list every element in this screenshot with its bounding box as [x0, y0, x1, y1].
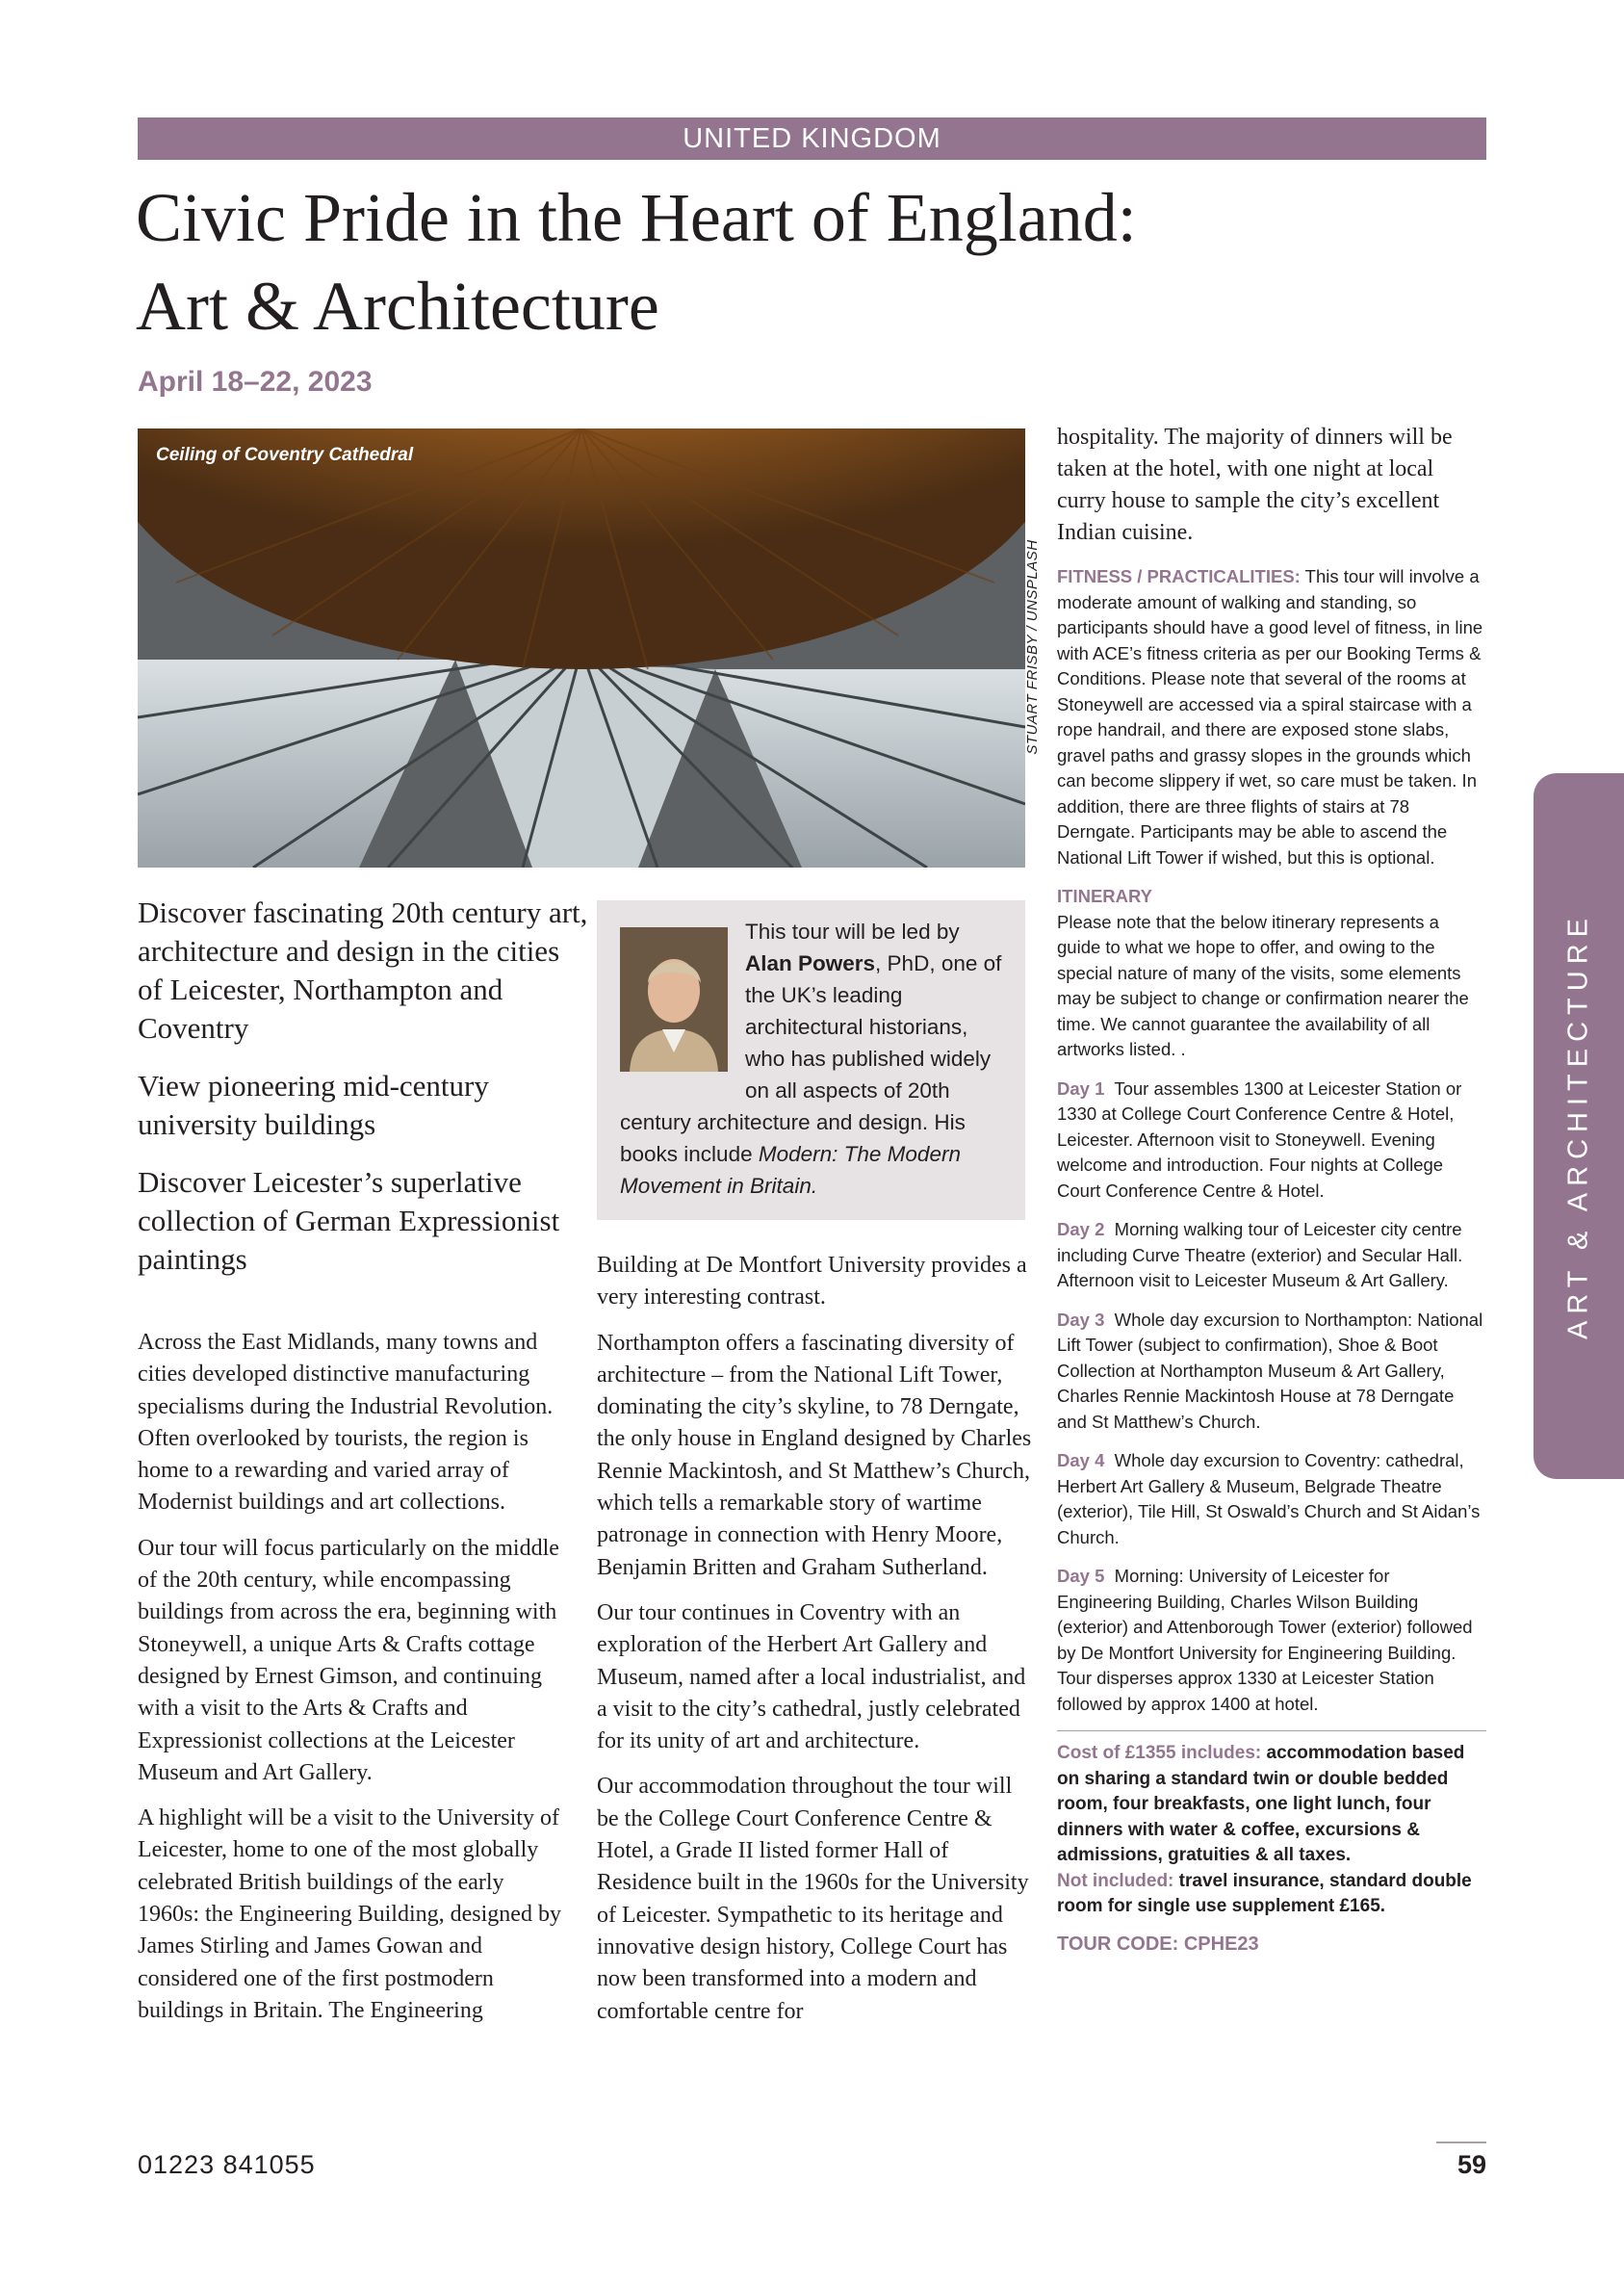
- body-paragraph: hospitality. The majority of dinners will be taken at the hotel, with one night at local curry house to sample the city’s excellent Indian cuisine.: [1057, 425, 1453, 545]
- body-paragraph: Across the East Midlands, many towns and cities developed distinctive manufacturing specialisms during the Industrial Revolution. Often overlooked by tourists, the region is home to a rewarding and varied array of Modernist buildings and art collections.: [138, 1330, 554, 1516]
- itinerary-intro: Please note that the below itinerary represents a guide to what we hope to offer, and owing to the special nature of many of the visits, some elements may be subject to change or confirmation nearer the time. We cannot guarantee the availability of all artworks listed. .: [1057, 911, 1469, 1059]
- leader-intro: This tour will be led by: [745, 920, 960, 944]
- cost-includes-label: Cost of £1355 includes:: [1057, 1743, 1262, 1763]
- cost-excludes: [1057, 1869, 1486, 1920]
- region-banner: UNITED KINGDOM: [138, 117, 1486, 160]
- cost-includes: [1057, 1741, 1486, 1869]
- day-text: Whole day excursion to Coventry: cathedral, Herbert Art Gallery & Museum, Belgrade Theatre (exterior), Tile Hill, St Oswald’s Church and St Aidan’s Church.: [1057, 1450, 1481, 1547]
- body-paragraph: Northampton offers a fascinating diversity of architecture – from the National Lift Tower, dominating the city’s skyline, to 78 Derngate, the only house in England designed by Charles Rennie Mackintosh, and St Matthew’s Church, which tells a remarkable story of wartime patronage in connection with Henry Moore, Benjamin Britten and Graham Sutherland.: [597, 1330, 1032, 1580]
- cost-section: [1057, 1730, 1486, 1957]
- itinerary-day: [1057, 1564, 1486, 1717]
- section-side-tab: [1534, 773, 1624, 1479]
- itinerary-heading: ITINERARY: [1057, 886, 1153, 906]
- tour-code: TOUR CODE: CPHE23: [1057, 1933, 1259, 1955]
- body-paragraph: A highlight will be a visit to the University of Leicester, home to one of the most globally celebrated British buildings of the early 1960s: the Engineering Building, designed by James Stirling and James Gowan and considered one of the first postmodern buildings in Britain. The Engineering: [138, 1805, 561, 2023]
- page-number: 59: [1456, 2150, 1486, 2179]
- footer-phone: 01223 841055: [138, 2150, 316, 2179]
- highlight-item: View pioneering mid-century university buildings: [138, 1069, 489, 1141]
- title-line-2: Art & Architecture: [136, 268, 659, 345]
- tour-date: April 18–22, 2023: [138, 366, 373, 398]
- day-text: Tour assembles 1300 at Leicester Station or 1330 at College Court Conference Centre & Hotel, Leicester. Afternoon visit to Stoneywell. Evening welcome and introduction. Four nights at College Court Conference Centre & Hotel.: [1057, 1077, 1462, 1201]
- not-included-label: Not included:: [1057, 1870, 1174, 1891]
- photo-credit: STUART FRISBY / UNSPLASH: [1024, 539, 1041, 755]
- person-silhouette-icon: [620, 927, 728, 1072]
- itinerary-day: [1057, 1217, 1486, 1294]
- day-text: Whole day excursion to Northampton: National Lift Tower (subject to confirmation), Shoe & Boot Collection at Northampton Museum & Art Gallery, Charles Rennie Mackintosh House at 78 Derngate and St Matthew’s Church.: [1057, 1309, 1483, 1432]
- not-included-text: travel insurance, standard double room for single use supplement £165.: [1057, 1870, 1472, 1916]
- tour-highlights: [138, 894, 590, 1298]
- body-column-1: [138, 1327, 561, 2040]
- day-text: Morning: University of Leicester for Engineering Building, Charles Wilson Building (exterior) and Attenborough Tower (exterior) followed by De Montfort University for Engineering Building. Tour disperses approx 1330 at Leicester Station followed by approx 1400 at hotel.: [1057, 1566, 1473, 1714]
- leader-book-title: Modern: The Modern Movement in Britain.: [620, 1142, 961, 1198]
- footer-divider: [1436, 2141, 1486, 2143]
- itinerary-day: [1057, 1077, 1486, 1205]
- itinerary-day: [1057, 1448, 1486, 1550]
- day-label: Day 5: [1057, 1566, 1105, 1586]
- tour-leader-box: [597, 900, 1025, 1220]
- body-paragraph: Our tour continues in Coventry with an exploration of the Herbert Art Gallery and Museum, named after a local industrialist, and a visit to the city’s cathedral, justly celebrated for its unity of art and architecture.: [597, 1599, 1026, 1754]
- cathedral-ceiling-photo: [138, 428, 1025, 868]
- fitness-heading: FITNESS / PRACTICALITIES:: [1057, 566, 1301, 586]
- leader-bio: , PhD, one of the UK’s leading architectural historians, who has published widely on all aspects of 20th century architecture and design. His books include: [620, 951, 1002, 1166]
- day-label: Day 4: [1057, 1450, 1105, 1470]
- fitness-text: This tour will involve a moderate amount of walking and standing, so participants should have a good level of fitness, in line with ACE’s fitness criteria as per our Booking Terms & Conditions. Please note that several of the rooms at Stoneywell are accessed via a spiral staircase with a rope handrail, and there are exposed stone slabs, gravel paths and grassy slopes in the grounds which can become slippery if wet, so care must be taken. In addition, there are three flights of stairs at 78 Derngate. Participants may be able to ascend the National Lift Tower if wished, but this is optional.: [1057, 566, 1483, 868]
- section-side-tab-label: ART & ARCHITECTURE: [1562, 912, 1594, 1339]
- fitness-section: [1057, 564, 1486, 870]
- body-paragraph: Our tour will focus particularly on the middle of the 20th century, while encompassing buildings from across the era, beginning with Stoneywell, a unique Arts & Crafts cottage designed by Ernest Gimson, and continuing with a visit to the Arts & Crafts and Expressionist collections at the Leicester Museum and Art Gallery.: [138, 1535, 559, 1785]
- cost-includes-text: accommodation based on sharing a standard twin or double bedded room, four breakfasts, one light lunch, four dinners with water & coffee, excursions & admissions, gratuities & all taxes.: [1057, 1743, 1465, 1865]
- itinerary-day: [1057, 1308, 1486, 1436]
- highlight-item: Discover fascinating 20th century art, architecture and design in the cities of Leicester, Northampton and Coventry: [138, 895, 588, 1045]
- leader-name: Alan Powers: [745, 951, 876, 975]
- day-label: Day 2: [1057, 1219, 1105, 1239]
- photo-caption: Ceiling of Coventry Cathedral: [156, 445, 414, 465]
- title-line-1: Civic Pride in the Heart of England:: [136, 179, 1137, 256]
- body-column-3: [1057, 422, 1486, 1957]
- day-label: Day 1: [1057, 1077, 1105, 1099]
- body-paragraph: Building at De Montfort University provides a very interesting contrast.: [597, 1253, 1027, 1311]
- page-title: [136, 173, 1387, 350]
- body-paragraph: Our accommodation throughout the tour will be the College Court Conference Centre & Hotel, a Grade II listed former Hall of Residence built in the 1960s for the University of Leicester. Sympathetic to its heritage and innovative design history, College Court has now been transformed into a modern and comfortable centre for: [597, 1774, 1029, 2024]
- day-label: Day 3: [1057, 1309, 1105, 1330]
- day-text: Morning walking tour of Leicester city centre including Curve Theatre (exterior) and Secular Hall. Afternoon visit to Leicester Museum & Art Gallery.: [1057, 1219, 1463, 1290]
- tour-details: [1057, 564, 1486, 1717]
- highlight-item: Discover Leicester’s superlative collection of German Expressionist paintings: [138, 1165, 560, 1276]
- leader-portrait: [620, 927, 728, 1072]
- cathedral-ceiling-illustration: [138, 428, 1025, 868]
- body-column-2: [597, 1250, 1032, 2041]
